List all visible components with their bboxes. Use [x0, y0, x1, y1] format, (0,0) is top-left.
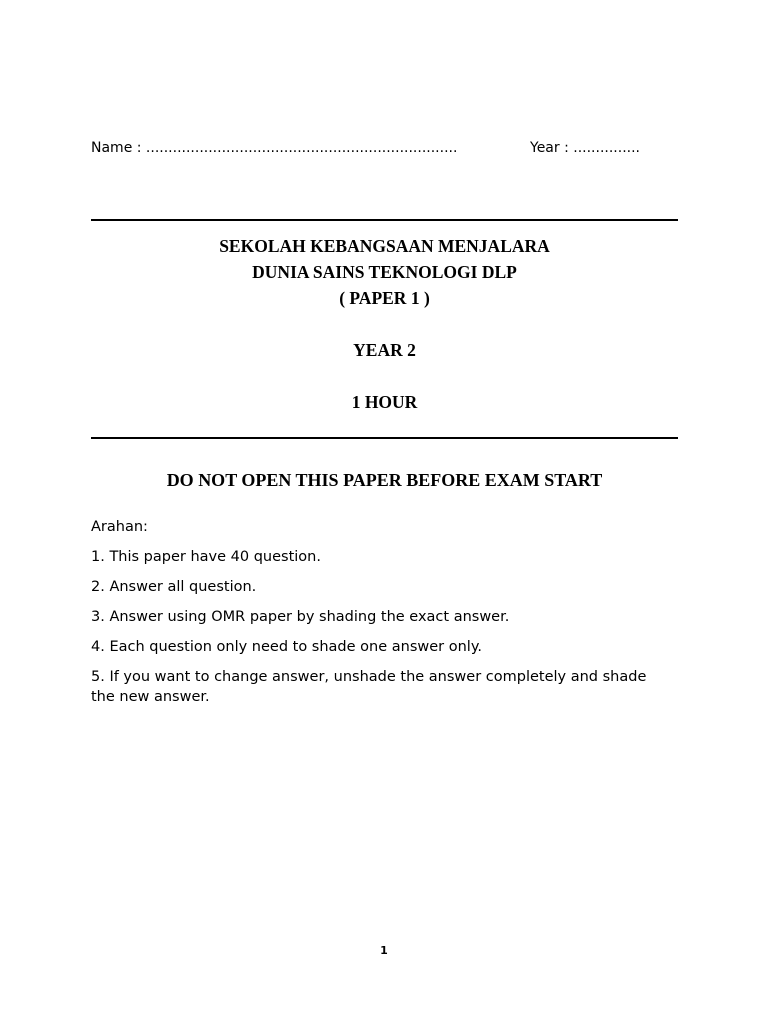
year-label: YEAR 2 [353, 340, 416, 360]
warning-text: DO NOT OPEN THIS PAPER BEFORE EXAM START [166, 470, 603, 490]
title-block [91, 233, 678, 311]
school-name: SEKOLAH KEBANGSAAN MENJALARA [219, 236, 550, 256]
instructions [91, 517, 671, 717]
instruction-item: 3. Answer using OMR paper by shading the exact answer. [91, 609, 510, 625]
instruction-item: 2. Answer all question. [91, 579, 257, 595]
instruction-item: 1. This paper have 40 question. [91, 549, 321, 565]
school-subtitle: DUNIA SAINS TEKNOLOGI DLP [252, 262, 517, 282]
instruction-item: 5. If you want to change answer, unshade the answer completely and shade the new answer. [91, 669, 647, 705]
name-field: Name : ...................................................................... [91, 140, 458, 156]
duration-label: 1 HOUR [351, 392, 418, 412]
instructions-heading: Arahan: [91, 519, 148, 535]
top-divider [91, 219, 678, 221]
bottom-divider [91, 437, 678, 439]
student-fields [91, 140, 691, 160]
paper-label: ( PAPER 1 ) [339, 288, 430, 308]
year-field: Year : ............... [530, 140, 641, 156]
page-number: 1 [380, 944, 388, 957]
instruction-item: 4. Each question only need to shade one answer only. [91, 639, 482, 655]
